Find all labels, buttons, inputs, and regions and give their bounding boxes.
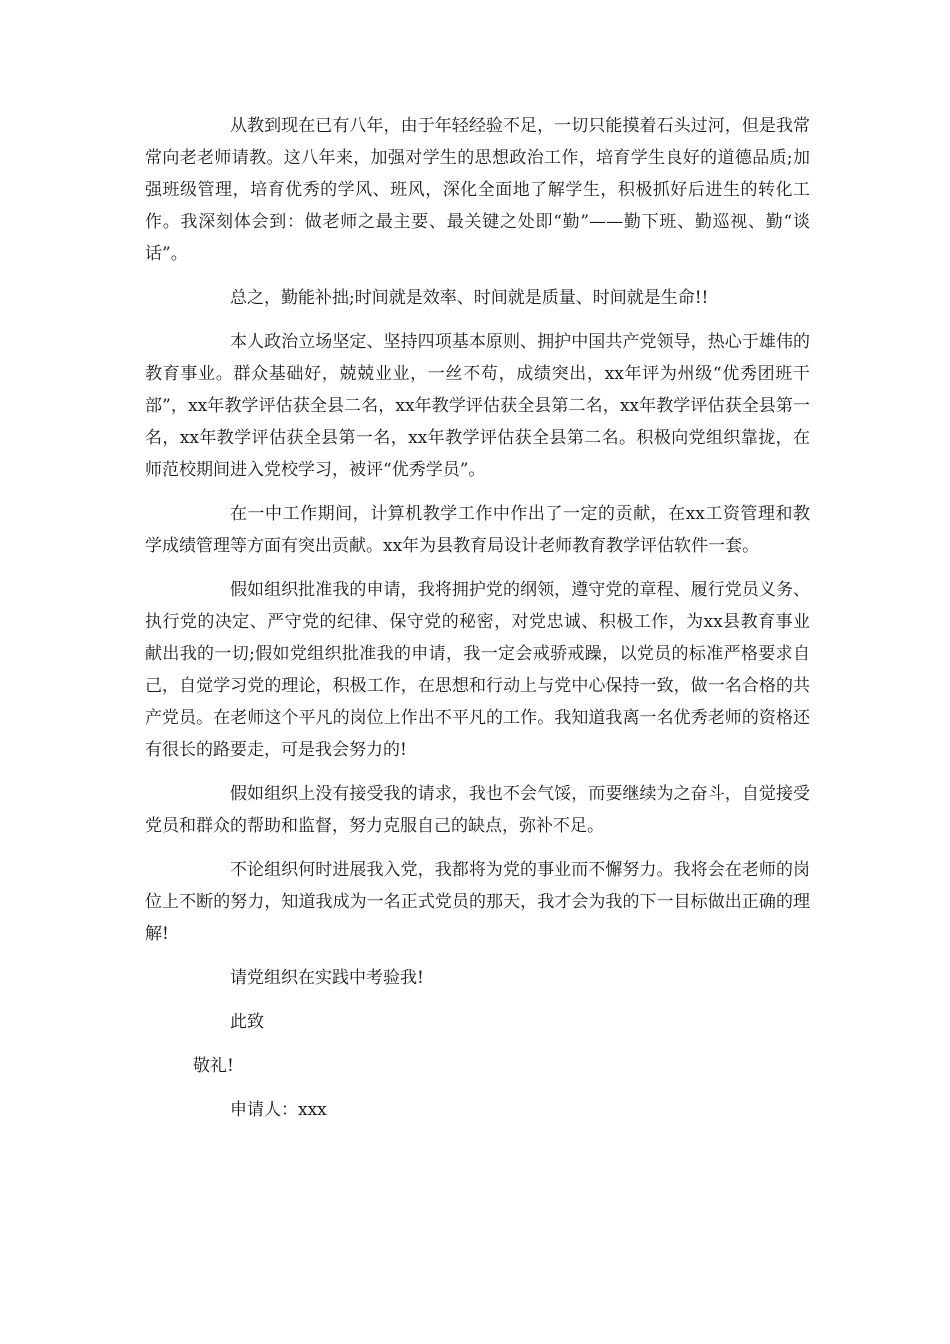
paragraph-4: 在一中工作期间，计算机教学工作中作出了一定的贡献，在xx工资管理和教学成绩管理等方面有突出贡献。xx年为县教育局设计老师教育教学评估软件一套。	[145, 504, 810, 556]
closing-jingli: 敬礼!	[193, 1056, 234, 1076]
applicant-signature: 申请人：xxx	[230, 1100, 327, 1120]
paragraph-7: 不论组织何时进展我入党，我都将为党的事业而不懈努力。我将会在老师的岗位上不断的努力，知道我成为一名正式党员的那天，我才会为我的下一目标做出正确的理解!	[145, 860, 810, 944]
paragraph-6: 假如组织上没有接受我的请求，我也不会气馁，而要继续为之奋斗，自觉接受党员和群众的帮助和监督，努力克服自己的缺点，弥补不足。	[145, 784, 810, 836]
paragraph-5: 假如组织批准我的申请，我将拥护党的纲领，遵守党的章程、履行党员义务、执行党的决定、严守党的纪律、保守党的秘密，对党忠诚、积极工作，为xx县教育事业献出我的一切;假如党组织批准我的申请，我一定会戒骄戒躁，以党员的标准严格要求自己，自觉学习党的理论，积极工作，在思想和行动上与党中心保持一致，做一名合格的共产党员。在老师这个平凡的岗位上作出不平凡的工作。我知道我离一名优秀老师的资格还有很长的路要走，可是我会努力的!	[145, 580, 810, 760]
paragraph-1: 从教到现在已有八年，由于年轻经验不足，一切只能摸着石头过河，但是我常常向老老师请教。这八年来，加强对学生的思想政治工作，培育学生良好的道德品质;加强班级管理，培育优秀的学风、班风，深化全面地了解学生，积极抓好后进生的转化工作。我深刻体会到：做老师之最主要、最关键之处即“勤”——勤下班、勤巡视、勤“谈话”。	[145, 116, 810, 264]
letter-body	[145, 110, 810, 1138]
closing-cizhi: 此致	[230, 1012, 264, 1032]
closing-request: 请党组织在实践中考验我!	[230, 968, 424, 988]
paragraph-2: 总之，勤能补拙;时间就是效率、时间就是质量、时间就是生命!!	[230, 288, 709, 308]
paragraph-3: 本人政治立场坚定、坚持四项基本原则、拥护中国共产党领导，热心于雄伟的教育事业。群众基础好，兢兢业业，一丝不苟，成绩突出，xx年评为州级“优秀团班干部”，xx年教学评估获全县二名，xx年教学评估获全县第二名，xx年教学评估获全县第一名，xx年教学评估获全县第一名，xx年教学评估获全县第二名。积极向党组织靠拢，在师范校期间进入党校学习，被评“优秀学员”。	[145, 332, 810, 480]
